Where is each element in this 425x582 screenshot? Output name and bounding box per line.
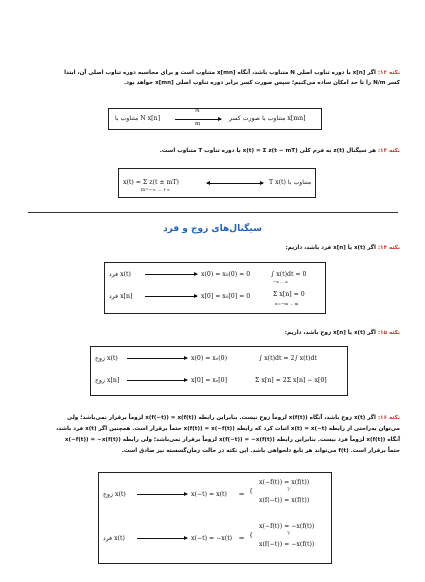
note-15-row2-mid: x[0] = xₑ[0]	[191, 377, 228, 384]
note-15-row1-arrow	[127, 358, 187, 359]
note-12-line1: اگر x[n] با دوره تناوب اصلی N متناوب باشد، آنگاه x[mn] متناوب است و برای محاسبه دوره تناوب اصلی آن، ابتدا	[64, 70, 376, 76]
note-15-row1-mid: x(0) = xₑ(0)	[191, 355, 228, 362]
note-16-row2-b: x(f(−t)) = −x(f(t))	[259, 541, 315, 548]
note-16-line1: اگر x(t) زوج باشد، آنگاه x(f(t)) لزوماً زوج نیست. بنابراین رابطه x(f(−t)) = x(f(t)) لزوماً برقرار نمی‌باشد؛ ولی	[67, 415, 376, 421]
note-16-row2-left: فرد x(t)	[103, 535, 125, 542]
note-16-line4: حتماً برقرار است. f(t) می‌تواند هر تابع دلخواهی باشد. این نکته در حالت زمان‌گسسته نیز صادق است.	[121, 448, 400, 454]
note-15-row2-right: Σ x[n] = 2Σ x[n] − x[0]	[255, 377, 327, 384]
note-13-box-left: x(t) = Σ z(t ± mT)	[123, 179, 179, 186]
note-12-tag: نکته ۱۲:	[377, 70, 400, 76]
note-16-row1-mid: x(−t) = x(t)	[191, 491, 227, 498]
note-16-row2-a: x(−f(t)) = −x(f(t))	[259, 523, 315, 530]
note-15-tag: نکته ۱۵:	[377, 330, 400, 336]
note-12-box-left: متناوب با N x[n]	[115, 115, 160, 122]
note-15-line1: اگر x(t) یا x[n] زوج باشد، داریم:	[284, 330, 376, 336]
note-14-row2-mid: x[0] = x₀[0] = 0	[201, 293, 251, 300]
note-16-row2-brace: {	[249, 532, 253, 539]
note-15-row1-left: زوج x(t)	[95, 355, 118, 362]
note-13-box	[118, 168, 316, 198]
note-13-box-right: متناوب با T x(t)	[269, 179, 312, 186]
note-13-sum-limits: m=−∞ … +∞	[141, 188, 171, 193]
note-14-row2-limits: n=−m … m	[275, 301, 299, 306]
note-15-box	[90, 346, 348, 396]
note-12-box	[108, 108, 322, 130]
note-16	[22, 413, 400, 457]
note-12-box-right: x[mn] متناوب با صورت کسر	[229, 115, 306, 122]
note-16-row1-q: ?	[287, 487, 290, 493]
note-14	[22, 243, 400, 253]
note-16-row1-a: x(−f(t)) = x(f(t))	[259, 479, 310, 486]
note-15	[22, 328, 400, 338]
note-14-row1-arrow	[145, 274, 197, 275]
section-title: سیگنال‌های زوج و فرد	[163, 224, 262, 234]
note-16-row1-implies: ⇒	[239, 491, 245, 498]
note-16-row1-brace: {	[249, 488, 253, 495]
note-15-row2-arrow	[127, 380, 187, 381]
note-15-row1-right: ∫ x(t)dt = 2∫ x(t)dt	[259, 355, 317, 362]
note-12	[22, 68, 400, 88]
note-14-tag: نکته ۱۴:	[377, 245, 400, 251]
note-13-arrow	[207, 183, 263, 184]
note-14-line1: اگر x(t) یا x[n] فرد باشد، داریم:	[285, 245, 376, 251]
note-12-arrow-bottom: m	[195, 121, 201, 127]
note-14-row1-limits: −a … a	[273, 279, 288, 284]
section-divider	[28, 212, 398, 213]
note-16-line2: می‌توان به‌راحتی از رابطه x(t) = x(−t) اثبات کرد که رابطه x(f(t)) = x(−f(t)) حتماً برقرار است. همچنین اگر x(t) فرد باشد،	[56, 426, 400, 432]
note-14-row2-left: فرد x[n]	[109, 293, 133, 300]
note-16-row1-left: زوج x(t)	[103, 491, 126, 498]
note-16-tag: نکته ۱۶:	[377, 415, 400, 421]
note-15-row2-left: زوج x[n]	[95, 377, 120, 384]
note-12-arrow	[175, 119, 221, 120]
note-16-line3: آنگاه x(f(t)) لزوماً فرد نیست. بنابراین رابطه x(f(−t)) = −x(f(t)) لزوماً برقرار نمی‌باشد؛ ولی رابطه x(−f(t)) = −x(f(t))	[64, 437, 400, 443]
note-16-row2-implies: ⇒	[239, 535, 245, 542]
note-16-row2-q: ?	[287, 531, 290, 537]
note-13	[22, 146, 400, 156]
note-14-row1-mid: x(0) = x₀(0) = 0	[201, 271, 251, 278]
note-14-row1-left: فرد x(t)	[109, 271, 131, 278]
note-16-row2-mid: x(−t) = −x(t)	[191, 535, 233, 542]
note-16-row2-arrow	[137, 538, 187, 539]
note-16-box	[98, 472, 332, 564]
note-14-row2-arrow	[145, 296, 197, 297]
note-13-line1: هر سیگنال z(t) به فرم کلی x(t) = Σ z(t − mT) با دوره تناوب T متناوب است.	[159, 148, 376, 154]
note-12-arrow-top: N	[195, 108, 200, 114]
note-14-row2-right: Σ x[n] = 0	[273, 291, 305, 298]
note-13-tag: نکته ۱۳:	[377, 148, 400, 154]
note-14-box	[104, 262, 326, 314]
note-16-row1-b: x(f(−t)) = x(f(t))	[259, 497, 310, 504]
note-14-row1-right: ∫ x(t)dt = 0	[271, 271, 307, 278]
note-16-row1-arrow	[137, 494, 187, 495]
note-12-line2: کسر N/m را تا حد امکان ساده می‌کنیم؛ سپس صورت کسر برابر دوره تناوب اصلی x[mn] خواهد بود.	[124, 80, 400, 86]
